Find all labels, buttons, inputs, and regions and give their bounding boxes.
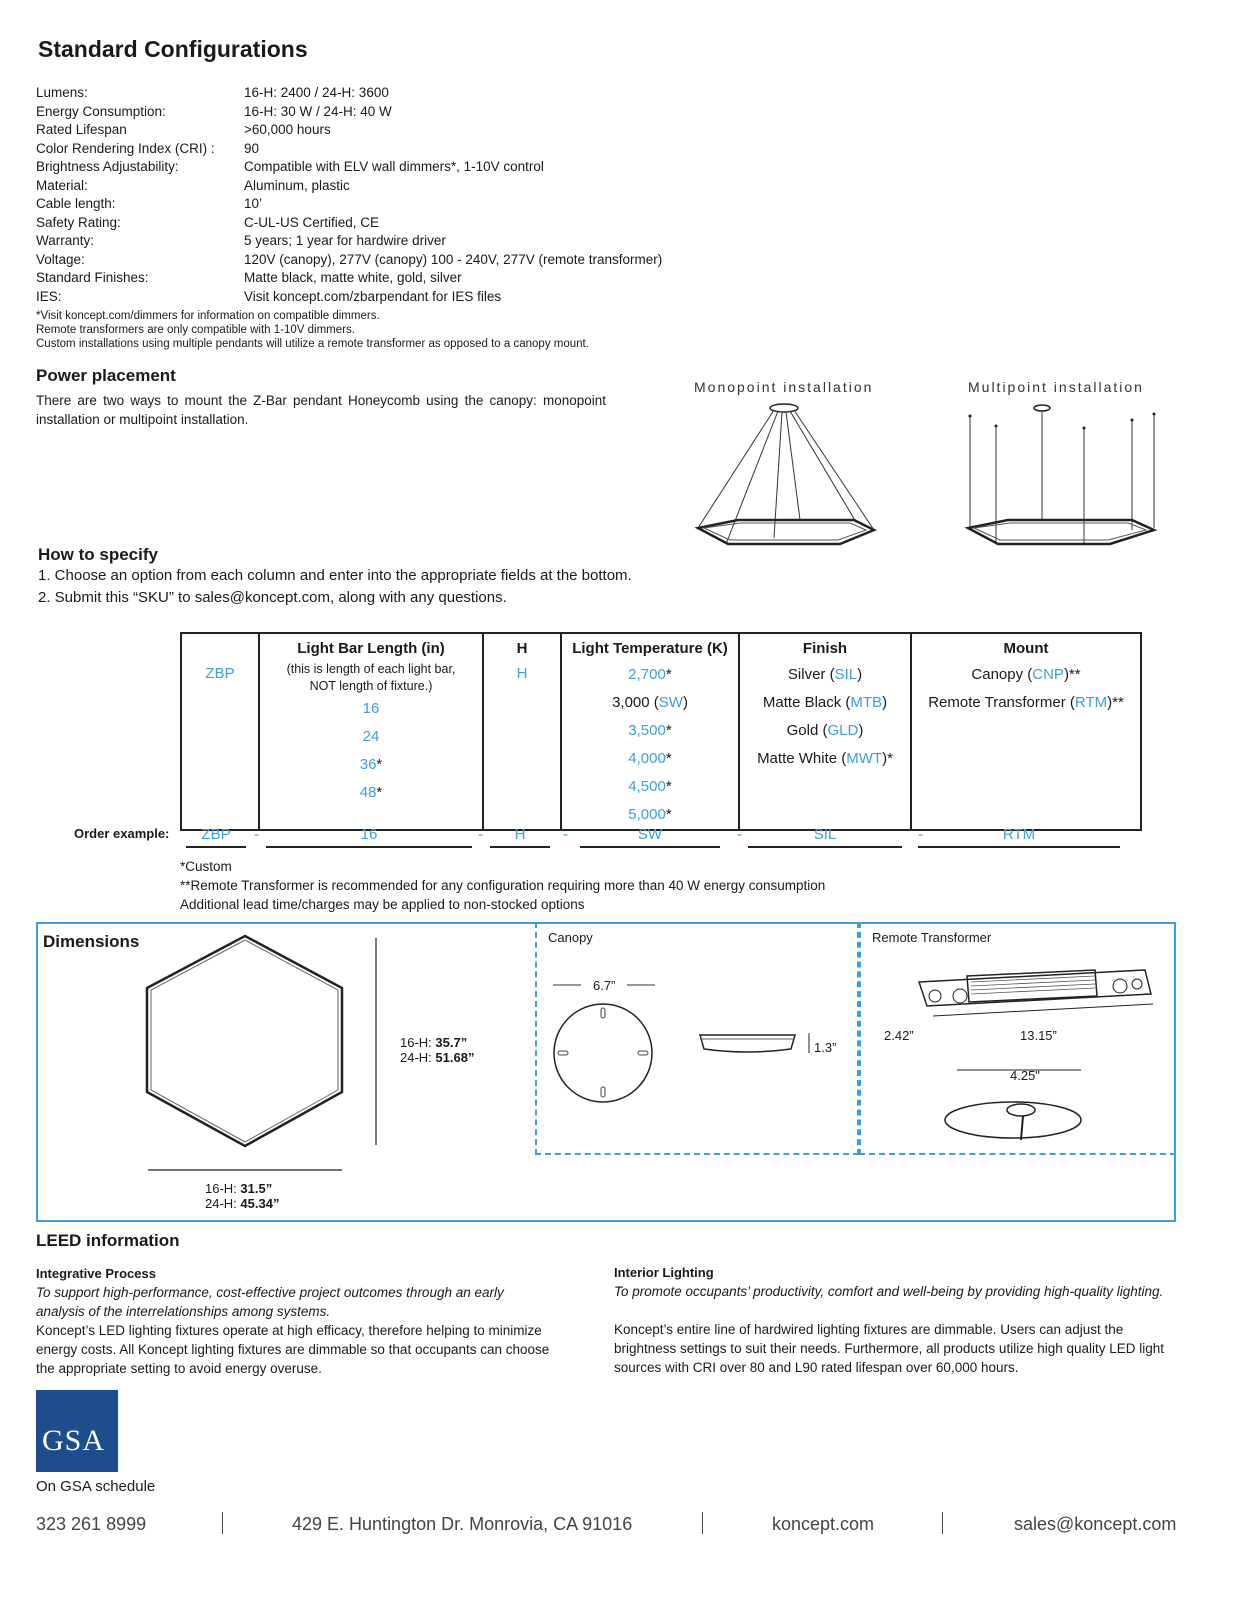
h-cell <box>483 659 561 830</box>
canopy-title: Canopy <box>548 930 593 945</box>
temperature-option <box>562 689 738 717</box>
height-16-value: 35.7” <box>435 1035 468 1050</box>
canopy-drawing <box>545 975 845 1110</box>
temperature-option-code: SW <box>658 694 683 711</box>
height-24-label: 24-H: <box>400 1050 436 1065</box>
order-dash: - <box>563 826 568 843</box>
length-code: 16 <box>362 700 380 717</box>
mount-option-suffix: )** <box>1063 666 1081 683</box>
leed-interior-title: Interior Lighting <box>614 1265 714 1280</box>
width-16-value: 31.5” <box>240 1181 273 1196</box>
leed-integrative-title: Integrative Process <box>36 1266 156 1281</box>
mount-options <box>912 661 1140 717</box>
monopoint-caption: Monopoint installation <box>694 379 874 395</box>
length-mark: * <box>376 756 383 773</box>
prefix-cell <box>181 659 259 830</box>
col-header-temperature: Light Temperature (K) <box>561 633 739 659</box>
spec-value: Aluminum, plastic <box>244 177 350 193</box>
spec-label: Rated Lifespan <box>36 122 127 137</box>
multipoint-caption: Multipoint installation <box>968 379 1144 395</box>
canopy-diameter: 6.7” <box>593 978 616 993</box>
finish-option <box>740 745 910 773</box>
footer-divider <box>942 1512 943 1534</box>
length-option <box>260 723 482 751</box>
temperature-option-suffix: ) <box>682 694 688 711</box>
order-field-mount: RTM <box>918 826 1120 848</box>
col-header-mount: Mount <box>911 633 1141 659</box>
mount-cell <box>911 659 1141 830</box>
temperature-option <box>562 745 738 773</box>
mount-option <box>912 661 1140 689</box>
mount-option-label: Remote Transformer ( <box>928 694 1075 711</box>
width-24-value: 45.34” <box>240 1196 280 1211</box>
order-dash: - <box>737 826 742 843</box>
length-code: 48 <box>359 784 377 801</box>
mount-option-label: Canopy ( <box>971 666 1033 683</box>
finish-option-suffix: ) <box>858 722 864 739</box>
gsa-logo-text: GSA <box>42 1424 106 1457</box>
leed-interior-goal: To promote occupants’ productivity, comfort and well-being by providing high-quality lighting. <box>614 1284 1164 1299</box>
length-mark: * <box>376 784 383 801</box>
spec-value: 16-H: 30 W / 24-H: 40 W <box>244 103 392 119</box>
gsa-caption: On GSA schedule <box>36 1478 156 1495</box>
prefix-code: ZBP <box>205 665 235 682</box>
spec-label: Brightness Adjustability: <box>36 159 179 174</box>
col-header-prefix <box>181 633 259 659</box>
temperature-option-code: 2,700 <box>628 666 666 683</box>
canopy-height: 1.3” <box>814 1040 837 1055</box>
footer-phone: 323 261 8999 <box>36 1514 147 1534</box>
order-field-temperature: SW <box>580 826 720 848</box>
how-to-step-2: 2. Submit this “SKU” to sales@koncept.com, along with any questions. <box>38 589 507 606</box>
leed-title: LEED information <box>36 1231 180 1250</box>
sku-options-table <box>180 632 1142 831</box>
spec-value: >60,000 hours <box>244 122 331 137</box>
temperature-cell <box>561 659 739 830</box>
order-example-label: Order example: <box>74 826 170 841</box>
finish-option-label: Silver ( <box>787 666 835 683</box>
width-dimension-16 <box>205 1181 272 1196</box>
finish-option-label: Gold ( <box>786 722 828 739</box>
order-dash: - <box>254 826 259 843</box>
spec-label: Lumens: <box>36 85 88 100</box>
order-field-prefix: ZBP <box>186 826 246 848</box>
order-field-h: H <box>490 826 550 848</box>
multipoint-installation-drawing <box>964 396 1164 546</box>
finish-cell <box>739 659 911 830</box>
footer-divider <box>222 1512 223 1534</box>
finish-options <box>740 661 910 773</box>
footer-divider <box>702 1512 703 1534</box>
temperature-option-suffix: * <box>665 778 672 795</box>
temperature-option <box>562 717 738 745</box>
gsa-logo <box>36 1390 118 1472</box>
temperature-option-suffix: * <box>665 806 672 823</box>
spec-label: Material: <box>36 177 88 193</box>
spec-value: Visit koncept.com/zbarpendant for IES files <box>244 288 502 304</box>
order-field-finish: SIL <box>748 826 902 848</box>
power-placement-text: There are two ways to mount the Z-Bar pendant Honeycomb using the canopy: monopoint installation or multipoint installation. <box>36 393 606 427</box>
finish-option <box>740 661 910 689</box>
footnote-custom: *Custom <box>180 859 232 874</box>
spec-value: 10’ <box>244 196 263 211</box>
finish-option-code: SIL <box>834 666 858 683</box>
finish-option-label: Matte White ( <box>757 750 847 767</box>
spec-label: Voltage: <box>36 251 85 267</box>
spec-value: 90 <box>244 140 260 156</box>
temperature-option-code: 4,000 <box>628 750 666 767</box>
leed-integrative-goal: To support high-performance, cost-effective project outcomes through an early analysis of the interrelationships among systems. <box>36 1285 504 1319</box>
spec-label: Standard Finishes: <box>36 270 149 285</box>
how-to-step-1: 1. Choose an option from each column and enter into the appropriate fields at the bottom. <box>38 567 632 584</box>
temperature-option <box>562 661 738 689</box>
transformer-disc-diameter: 4.25" <box>1010 1068 1040 1083</box>
spec-label: Warranty: <box>36 233 95 248</box>
length-note-2: NOT length of fixture.) <box>309 679 433 693</box>
length-cell <box>259 659 483 830</box>
order-field-length: 16 <box>266 826 472 848</box>
finish-option-code: GLD <box>827 722 859 739</box>
spec-value: 16-H: 2400 / 24-H: 3600 <box>244 85 389 100</box>
how-to-specify-title: How to specify <box>38 545 158 564</box>
finish-option-label: Matte Black ( <box>762 694 851 711</box>
page-title: Standard Configurations <box>38 36 308 62</box>
temperature-option-suffix: * <box>665 666 672 683</box>
height-16-label: 16-H: <box>400 1035 436 1050</box>
temperature-option-suffix: * <box>665 722 672 739</box>
height-dimension-24 <box>400 1050 474 1065</box>
finish-option <box>740 689 910 717</box>
footnote-lead-time: Additional lead time/charges may be applied to non-stocked options <box>180 897 585 912</box>
mount-option-code: CNP <box>1032 666 1064 683</box>
spec-value: 5 years; 1 year for hardwire driver <box>244 233 446 248</box>
power-placement-title: Power placement <box>36 366 176 385</box>
length-option <box>260 779 482 807</box>
finish-option-suffix: )* <box>882 750 893 767</box>
transformer-length: 13.15” <box>1020 1028 1057 1043</box>
width-dimension-24 <box>205 1196 279 1211</box>
leed-integrative-body: Koncept’s LED lighting fixtures operate at high efficacy, therefore helping to minimize energy costs. All Koncept lighting fixtures are dimmable so that occupants can choose the appropriate setting to avoid energy overuse. <box>36 1323 550 1376</box>
spec-label: IES: <box>36 288 62 304</box>
remote-transformer-title: Remote Transformer <box>872 930 992 945</box>
finish-option-code: MWT <box>846 750 883 767</box>
temperature-option-code: 3,500 <box>628 722 666 739</box>
finish-option-suffix: ) <box>857 666 863 683</box>
mount-option-code: RTM <box>1074 694 1108 711</box>
dimensions-title: Dimensions <box>43 932 140 951</box>
finish-option-code: MTB <box>850 694 883 711</box>
height-dimension-16 <box>400 1035 467 1050</box>
length-options <box>260 695 482 807</box>
spec-value: C-UL-US Certified, CE <box>244 214 380 230</box>
footer-website[interactable]: koncept.com <box>772 1514 875 1534</box>
height-24-value: 51.68” <box>435 1050 475 1065</box>
length-code: 36 <box>359 756 377 773</box>
temperature-option-suffix: * <box>665 750 672 767</box>
h-code: H <box>516 665 528 682</box>
width-16-label: 16-H: <box>205 1181 241 1196</box>
transformer-width: 2.42” <box>884 1028 914 1043</box>
spec-value: Matte black, matte white, gold, silver <box>244 270 462 285</box>
length-code: 24 <box>362 728 380 745</box>
spec-value: 120V (canopy), 277V (canopy) 100 - 240V, 277V (remote transformer) <box>244 251 663 267</box>
spec-label: Color Rendering Index (CRI) : <box>36 140 215 156</box>
spec-value: Compatible with ELV wall dimmers*, 1-10V control <box>244 159 544 174</box>
spec-label: Cable length: <box>36 196 116 211</box>
footnote-remote-transformer: **Remote Transformer is recommended for any configuration requiring more than 40 W energy consumption <box>180 878 826 893</box>
hexagon-dimension-drawing <box>140 930 390 1180</box>
finish-option-suffix: ) <box>882 694 888 711</box>
temperature-option <box>562 773 738 801</box>
spec-label: Safety Rating: <box>36 214 121 230</box>
temperature-option-code: 4,500 <box>628 778 666 795</box>
spec-note-1: *Visit koncept.com/dimmers for information on compatible dimmers. <box>36 310 380 322</box>
length-note-1: (this is length of each light bar, <box>286 662 456 676</box>
mount-option <box>912 689 1140 717</box>
leed-interior-body: Koncept’s entire line of hardwired lighting fixtures are dimmable. Users can adjust the brightness settings to suit their needs. Furthermore, all products utilize high quality LED light sources with CRI over 80 and L90 rated lifespan over 60,000 hours. <box>614 1322 1165 1375</box>
width-24-label: 24-H: <box>205 1196 241 1211</box>
order-dash: - <box>478 826 483 843</box>
spec-label: Energy Consumption: <box>36 103 166 119</box>
temperature-option-code: 5,000 <box>628 806 666 823</box>
col-header-finish: Finish <box>739 633 911 659</box>
temperature-option-label: 3,000 ( <box>612 694 659 711</box>
order-dash: - <box>918 826 923 843</box>
temperature-option <box>562 801 738 829</box>
footer-email[interactable]: sales@koncept.com <box>1014 1514 1177 1534</box>
length-option <box>260 751 482 779</box>
length-option <box>260 695 482 723</box>
footer-address: 429 E. Huntington Dr. Monrovia, CA 91016 <box>292 1514 633 1534</box>
remote-transformer-drawing <box>905 960 1165 1140</box>
temperature-options <box>562 661 738 829</box>
monopoint-installation-drawing <box>690 396 890 546</box>
spec-note-2: Remote transformers are only compatible with 1-10V dimmers. <box>36 324 355 336</box>
col-header-length: Light Bar Length (in) <box>259 633 483 659</box>
mount-option-suffix: )** <box>1107 694 1124 711</box>
col-header-h: H <box>483 633 561 659</box>
spec-note-3: Custom installations using multiple pendants will utilize a remote transformer as opposed to a canopy mount. <box>36 338 589 350</box>
finish-option <box>740 717 910 745</box>
